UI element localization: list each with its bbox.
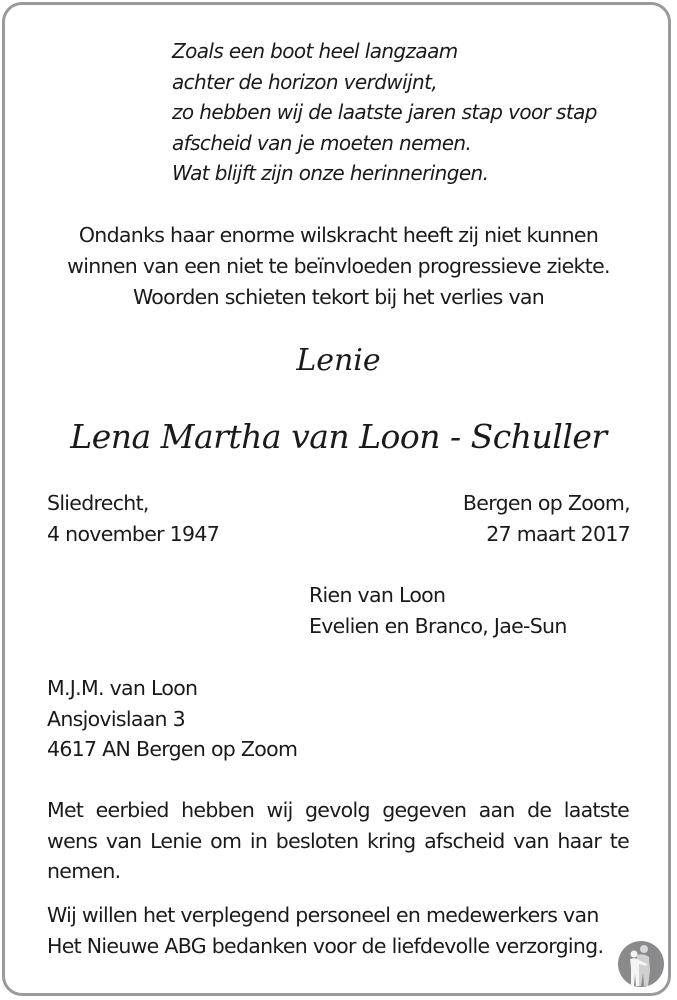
family-member: Evelien en Branco, Jae-Sun <box>309 613 567 638</box>
deceased-nickname: Lenie <box>296 343 381 378</box>
poem-line: Zoals een boot heel langzaam <box>172 39 458 63</box>
embracing-figures-icon <box>617 940 665 988</box>
birth-date: 4 november 1947 <box>47 521 220 546</box>
correspondence-address <box>47 673 297 765</box>
intro-line: Woorden schieten tekort bij het verlies van <box>132 285 545 309</box>
poem-line: achter de horizon verdwijnt, <box>172 69 438 94</box>
address-line: M.J.M. van Loon <box>47 676 198 700</box>
family-list <box>309 580 567 641</box>
birth-place: Sliedrecht, <box>47 491 149 515</box>
intro-line: winnen van een niet te beïnvloeden progressieve ziekte. <box>67 254 610 278</box>
poem-line: zo hebben wij de laatste jaren stap voor stap <box>172 100 597 124</box>
deceased-full-name: Lena Martha van Loon - Schuller <box>70 417 607 456</box>
family-member: Rien van Loon <box>309 583 446 607</box>
poem <box>172 36 597 189</box>
death-place: Bergen op Zoom, <box>462 491 630 515</box>
death-info <box>463 488 630 549</box>
intro-text <box>0 220 677 313</box>
birth-info <box>47 488 219 549</box>
address-line: Ansjovislaan 3 <box>47 706 186 731</box>
poem-line: Wat blijft zijn onze herinneringen. <box>172 161 489 185</box>
farewell-paragraph: Met eerbied hebben wij gevolg gegeven aan de laatste wens van Lenie om in besloten kring afscheid van haar te nemen. <box>47 798 629 883</box>
intro-line: Ondanks haar enorme wilskracht heeft zij niet kunnen <box>78 223 599 247</box>
thanks-paragraph: Wij willen het verplegend personeel en medewerkers van Het Nieuwe ABG bedanken voor de liefdevolle verzorging. <box>47 903 604 958</box>
address-line: 4617 AN Bergen op Zoom <box>47 737 298 761</box>
death-date: 27 maart 2017 <box>486 521 630 546</box>
poem-line: afscheid van je moeten nemen. <box>172 130 472 155</box>
